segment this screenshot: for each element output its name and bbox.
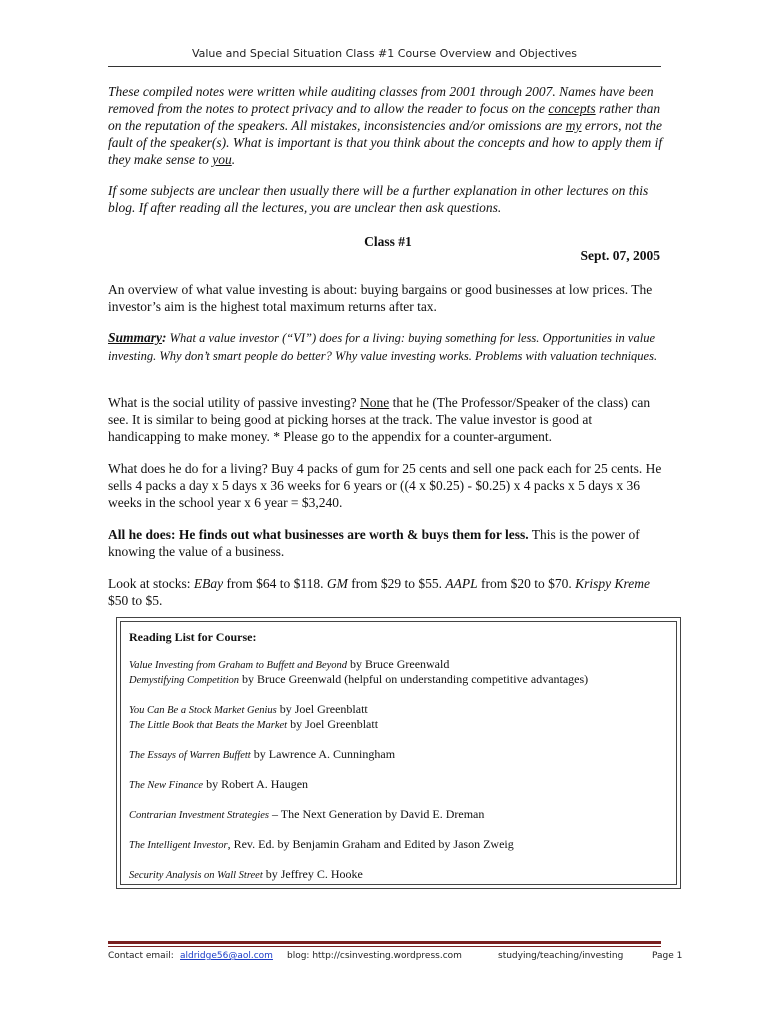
book-item	[129, 837, 514, 853]
reading-list-title: Reading List for Course:	[129, 630, 257, 644]
book-title: You Can Be a Stock Market Genius	[129, 705, 277, 716]
intro-text-4: .	[231, 152, 236, 167]
book-item	[129, 717, 378, 733]
book-author: by Joel Greenblatt	[276, 702, 368, 716]
social-utility-paragraph	[108, 394, 668, 445]
book-item	[129, 807, 484, 823]
stocks-text-2: from $64 to $118.	[223, 576, 327, 591]
reading-list-box	[116, 617, 681, 889]
stocks-text-3: from $29 to $55.	[347, 576, 446, 591]
summary-text: What a value investor (“VI”) does for a living: buying something for less. Opportunities in value investing. Why don’t smart people do better? Why value investing works. Problems with valuation techniques.	[108, 331, 658, 363]
summary-label: Summary	[108, 330, 163, 345]
book-title: The Essays of Warren Buffett	[129, 750, 251, 761]
book-title: Security Analysis on Wall Street	[129, 870, 263, 881]
my-word: my	[565, 118, 582, 133]
none-word: None	[359, 395, 390, 410]
stocks-text-5: $50 to $5.	[108, 593, 163, 608]
krispy-kreme-name: Krispy Kreme	[575, 576, 650, 591]
book-author: by Bruce Greenwald	[347, 657, 450, 671]
social-text-2: that he (The Professor/Speaker of the class) can see. It is similar to being good at picking horses at the track. The value investor is good at handicapping to make money. * Please go to the appendix for a counter-argument.	[108, 395, 651, 444]
book-author: – The Next Generation by David E. Dreman	[269, 807, 485, 821]
book-author: by Jeffrey C. Hooke	[262, 867, 363, 881]
book-author: by Bruce Greenwald (helpful on understanding competitive advantages)	[238, 672, 589, 686]
unclear-paragraph: If some subjects are unclear then usually there will be a further explanation in other lectures on this blog. If after reading all the lectures, you are unclear then ask questions.	[108, 183, 649, 215]
blog-url: blog: http://csinvesting.wordpress.com	[287, 951, 462, 961]
book-item	[129, 672, 588, 688]
you-word: you	[212, 152, 232, 167]
ebay-name: EBay	[193, 576, 224, 591]
book-title: Demystifying Competition	[129, 675, 239, 686]
stocks-paragraph	[108, 575, 668, 609]
contact-label: Contact email:	[108, 951, 174, 961]
footer-divider-thick	[108, 941, 661, 944]
summary-paragraph	[108, 329, 668, 365]
intro-text-1: These compiled notes were written while auditing classes from 2001 through 2007. Names have been removed from the notes to protect privacy and to allow the reader to focus on the	[108, 84, 654, 116]
power-paragraph	[108, 526, 668, 560]
intro-paragraph	[108, 83, 668, 168]
book-author: by Robert A. Haugen	[203, 777, 309, 791]
class-title: Class #1	[364, 234, 412, 249]
contact-email-link[interactable]: aldridge56@aol.com	[180, 951, 273, 961]
book-item	[129, 867, 363, 883]
intro-text-2: rather than on the reputation of the speakers. All mistakes, inconsistencies and/or omissions are	[108, 101, 661, 133]
stocks-text-4: from $20 to $70.	[477, 576, 576, 591]
book-title: The Intelligent Investor	[129, 840, 228, 851]
living-paragraph: What does he do for a living? Buy 4 packs of gum for 25 cents and sell one pack each for 25 cents. He sells 4 packs a day x 5 days x 36 weeks for 6 years or ((4 x $0.25) - $0.25) x 4 packs x 5 days x 36 weeks in the school year x 6 year = $3,240.	[108, 461, 662, 510]
summary-colon: :	[162, 330, 167, 345]
aapl-name: AAPL	[445, 576, 478, 591]
social-text-1: What is the social utility of passive investing?	[108, 395, 360, 410]
stocks-text-1: Look at stocks:	[108, 576, 194, 591]
book-item	[129, 777, 308, 793]
footer-tagline: studying/teaching/investing	[498, 951, 624, 961]
reading-list-inner-border	[120, 621, 677, 885]
book-title: Value Investing from Graham to Buffett and Beyond	[129, 660, 348, 671]
power-rest-text: This is the power of knowing the value of a business.	[108, 527, 640, 559]
class-date: Sept. 07, 2005	[580, 248, 660, 263]
power-bold-text: All he does: He finds out what businesses are worth & buys them for less.	[108, 527, 529, 542]
book-author: , Rev. Ed. by Benjamin Graham and Edited by Jason Zweig	[227, 837, 514, 851]
footer-divider-thin	[108, 946, 661, 947]
page-number: Page 1	[652, 951, 683, 961]
overview-paragraph: An overview of what value investing is about: buying bargains or good businesses at low prices. The investor’s aim is the highest total maximum returns after tax.	[108, 282, 653, 314]
book-item	[129, 702, 368, 718]
book-author: by Lawrence A. Cunningham	[250, 747, 396, 761]
intro-text-3: errors, not the fault of the speaker(s). What is important is that you think about the concepts and how to apply them if they make sense to	[108, 118, 663, 167]
header-divider	[108, 66, 661, 67]
gm-name: GM	[326, 576, 348, 591]
book-item	[129, 657, 449, 673]
book-title: The New Finance	[129, 780, 204, 791]
concepts-word: concepts	[548, 101, 596, 116]
book-title: The Little Book that Beats the Market	[129, 720, 288, 731]
page-header: Value and Special Situation Class #1 Course Overview and Objectives	[191, 47, 578, 60]
book-item	[129, 747, 395, 763]
book-author: by Joel Greenblatt	[287, 717, 379, 731]
book-title: Contrarian Investment Strategies	[129, 810, 269, 821]
